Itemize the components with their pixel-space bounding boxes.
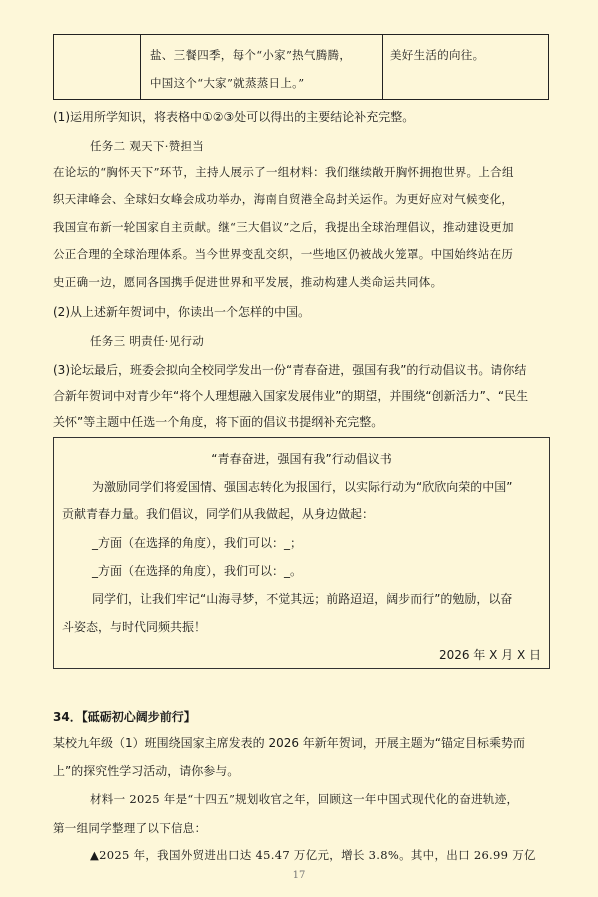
proposal-date: 2026 年 X 月 X 日 bbox=[438, 648, 541, 662]
task2-line: 织天津峰会、全球妇女峰会成功举办，海南自贸港全岛封关运作。为更好应对气候变化， bbox=[53, 192, 514, 206]
proposal-item: _方面（在选择的角度），我们可以：_。 bbox=[92, 564, 303, 578]
task2-line: 我国宣布新一轮国家自主贡献。继“三大倡议”之后，我提出全球治理倡议，推动建设更加 bbox=[53, 220, 514, 234]
proposal-title: “青春奋进，强国有我”行动倡议书 bbox=[211, 452, 392, 466]
question-34-text: 某校九年级（1）班围绕国家主席发表的 2026 年新年贺词，开展主题为“锚定目标乘势而 bbox=[53, 736, 526, 750]
question-3-line: 关怀”等主题中任选一个角度，将下面的倡议书提纲补充完整。 bbox=[53, 415, 384, 429]
table-cell-text: 中国这个“大家”就蒸蒸日上。” bbox=[150, 76, 305, 90]
proposal-text: 斗姿态，与时代同频共振！ bbox=[62, 620, 207, 634]
task3-title: 任务三 明责任·见行动 bbox=[90, 334, 205, 348]
table-cell-empty bbox=[54, 35, 141, 99]
question-3-line: 合新年贺词中对青少年“将个人理想融入国家发展伟业”的期望，并围绕“创新活力”、“民生 bbox=[53, 389, 529, 403]
table-row bbox=[53, 34, 549, 100]
task2-line: 公正合理的全球治理体系。当今世界变乱交织，一些地区仍被战火笼罩。中国始终站在历 bbox=[53, 247, 514, 261]
proposal-box bbox=[53, 437, 550, 669]
proposal-item: _方面（在选择的角度），我们可以：_； bbox=[92, 536, 303, 550]
page-number: 17 bbox=[292, 870, 306, 881]
material-text: 第一组同学整理了以下信息： bbox=[53, 821, 207, 835]
task2-line: 史正确一边，愿同各国携手促进世界和平发展，推动构建人类命运共同体。 bbox=[53, 275, 443, 289]
proposal-text: 同学们，让我们牢记“山海寻梦，不觉其远；前路迢迢，阔步而行”的勉励，以奋 bbox=[92, 592, 513, 606]
material-bullet: ▲2025 年，我国外贸进出口达 45.47 万亿元，增长 3.8%。其中，出口 26.99 万亿 bbox=[90, 848, 536, 862]
question-3-line: (3)论坛最后，班委会拟向全校同学发出一份“青春奋进，强国有我”的行动倡议书。请你结 bbox=[53, 363, 527, 377]
question-34-text: 上”的探究性学习活动，请你参与。 bbox=[53, 764, 240, 778]
task2-title: 任务二 观天下·赞担当 bbox=[90, 139, 205, 153]
task2-line: 在论坛的“胸怀天下”环节，主持人展示了一组材料：我们继续敞开胸怀拥抱世界。上合组 bbox=[53, 165, 514, 179]
question-1: (1)运用所学知识，将表格中①②③处可以得出的主要结论补充完整。 bbox=[53, 110, 415, 124]
proposal-text: 贡献青春力量。我们倡议，同学们从我做起，从身边做起： bbox=[62, 507, 375, 521]
proposal-text: 为激励同学们将爱国情、强国志转化为报国行，以实际行动为“欣欣向荣的中国” bbox=[92, 480, 513, 494]
material-text: 材料一 2025 年是“十四五”规划收官之年，回顾这一年中国式现代化的奋进轨迹， bbox=[90, 792, 519, 806]
table-cell-quote bbox=[140, 35, 383, 99]
question-34-header: 34．【砥砺初心阔步前行】 bbox=[53, 710, 196, 724]
question-2: (2)从上述新年贺词中，你读出一个怎样的中国。 bbox=[53, 305, 310, 319]
table-cell-text: 盐、三餐四季，每个“小家”热气腾腾， bbox=[150, 48, 352, 62]
table-cell-text: 美好生活的向往。 bbox=[390, 48, 485, 62]
